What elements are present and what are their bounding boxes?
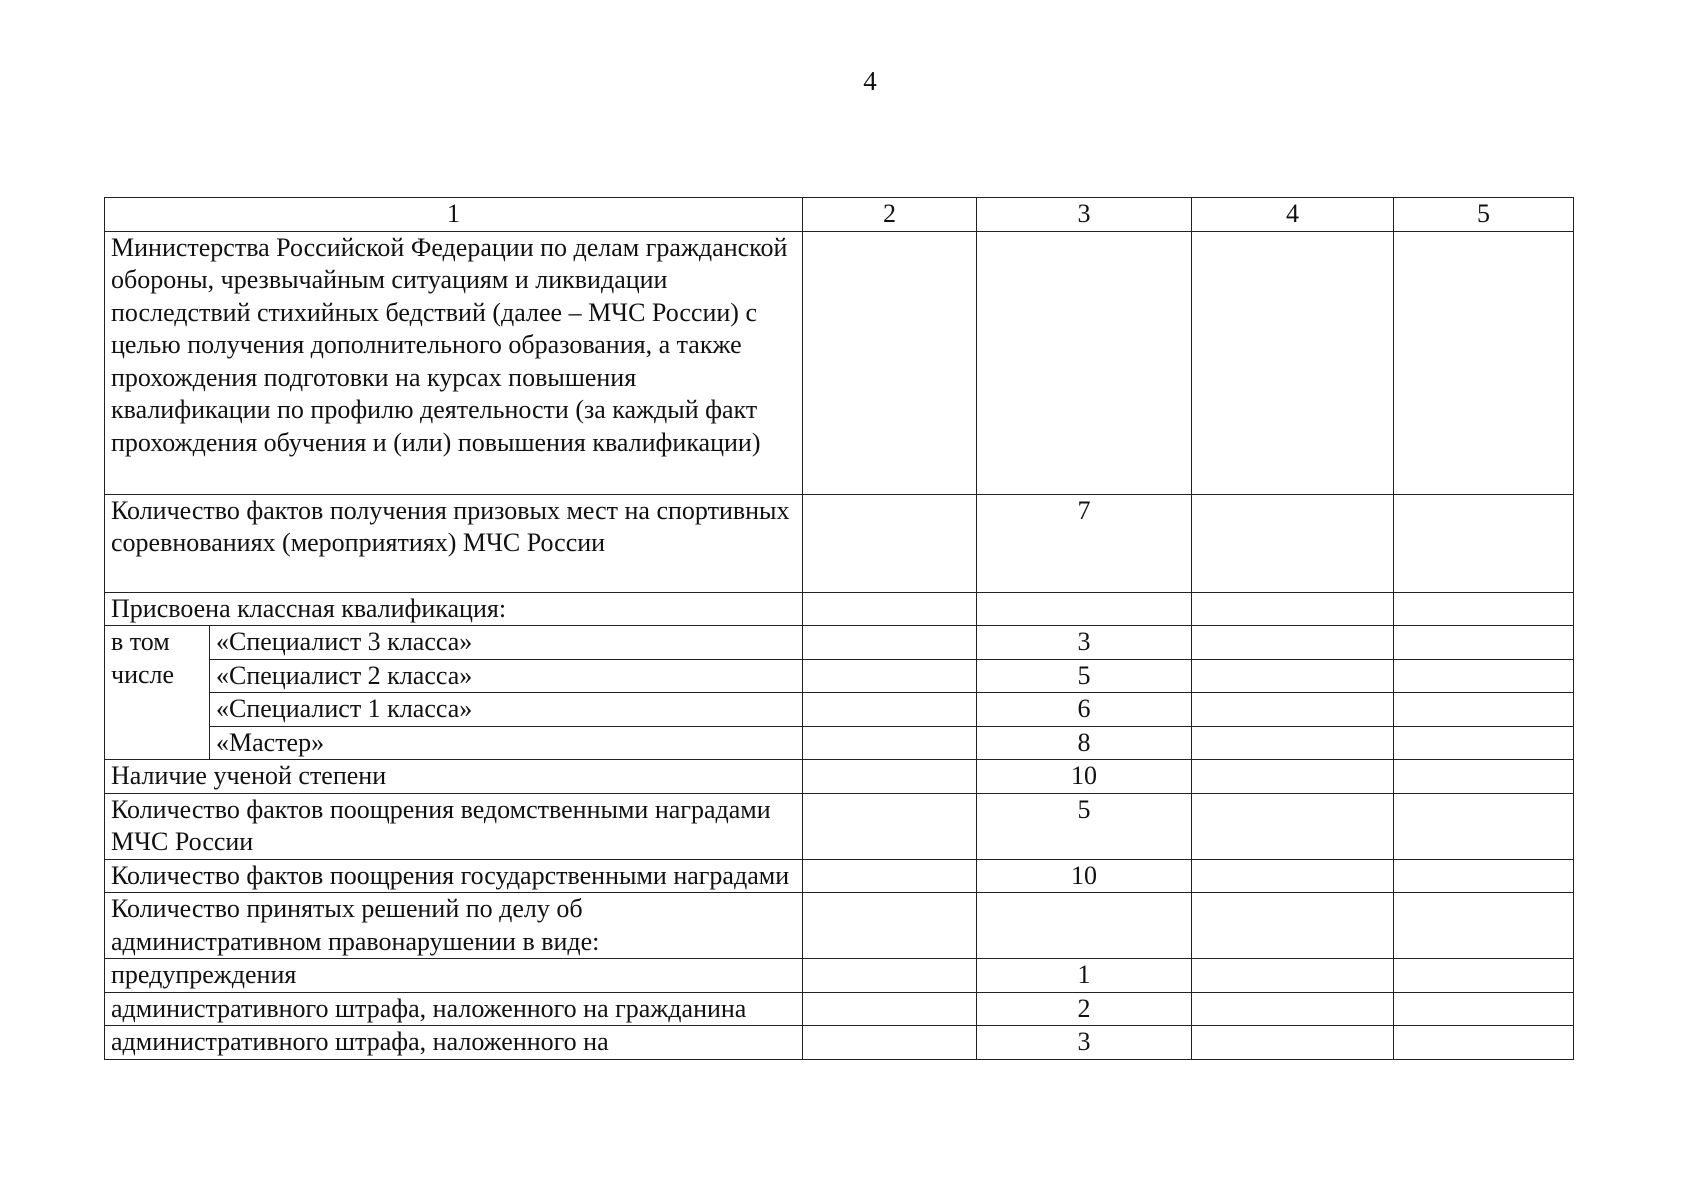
criteria-table [104,197,1574,1060]
row-col-5 [1394,1026,1574,1060]
row-col-4 [1192,659,1394,693]
row-col-4 [1192,494,1394,592]
row-col-5 [1394,726,1574,760]
table-row [105,494,1574,592]
row-col-5 [1394,793,1574,859]
header-col-4: 4 [1192,198,1394,232]
row-col-2 [803,1026,977,1060]
table-row [105,693,1574,727]
row-col-4 [1192,760,1394,794]
row-label: предупреждения [105,959,803,993]
row-col-4 [1192,231,1394,494]
row-col-5 [1394,893,1574,959]
table-row [105,626,1574,660]
header-col-1: 1 [105,198,803,232]
row-points: 3 [977,1026,1192,1060]
row-col-2 [803,626,977,660]
row-label: «Специалист 2 класса» [210,659,803,693]
row-label: Количество фактов получения призовых мест на спортивных соревнованиях (мероприятиях) МЧС России [105,494,803,592]
row-points: 10 [977,859,1192,893]
table-row [105,231,1574,494]
table-row [105,592,1574,626]
row-col-2 [803,693,977,727]
row-col-5 [1394,992,1574,1026]
row-col-5 [1394,959,1574,993]
header-col-2: 2 [803,198,977,232]
row-col-2 [803,959,977,993]
page-number: 4 [863,66,877,96]
row-col-5 [1394,231,1574,494]
row-col-4 [1192,1026,1394,1060]
row-col-5 [1394,494,1574,592]
row-points: 5 [977,793,1192,859]
row-points: 10 [977,760,1192,794]
row-col-2 [803,231,977,494]
table-row [105,959,1574,993]
row-label: Количество фактов поощрения государственными наградами [105,859,803,893]
row-col-2 [803,859,977,893]
row-points: 3 [977,626,1192,660]
table-row [105,760,1574,794]
row-col-5 [1394,693,1574,727]
row-col-5 [1394,592,1574,626]
row-col-4 [1192,592,1394,626]
table-row [105,659,1574,693]
row-points: 5 [977,659,1192,693]
row-points: 7 [977,494,1192,592]
row-col-2 [803,494,977,592]
row-points [977,893,1192,959]
row-col-2 [803,893,977,959]
row-label: Министерства Российской Федерации по делам гражданской обороны, чрезвычайным ситуациям и ликвидации последствий стихийных бедствий (далее – МЧС России) с целью получения дополнительного образования, а также прохождения подготовки на курсах повышения квалификации по профилю деятельности (за каждый факт прохождения обучения и (или) повышения квалификации) [105,231,803,494]
row-label: «Специалист 3 класса» [210,626,803,660]
row-label: Наличие ученой степени [105,760,803,794]
row-col-5 [1394,659,1574,693]
row-col-2 [803,659,977,693]
row-points [977,592,1192,626]
header-row [105,198,1574,232]
header-col-5: 5 [1394,198,1574,232]
row-label: административного штрафа, наложенного на гражданина [105,992,803,1026]
row-points [977,231,1192,494]
table-row [105,992,1574,1026]
row-col-5 [1394,626,1574,660]
header-col-3: 3 [977,198,1192,232]
row-col-5 [1394,859,1574,893]
row-col-4 [1192,959,1394,993]
row-col-4 [1192,893,1394,959]
row-col-4 [1192,793,1394,859]
row-label: Количество фактов поощрения ведомственными наградами МЧС России [105,793,803,859]
row-points: 1 [977,959,1192,993]
row-label: «Специалист 1 класса» [210,693,803,727]
table-row [105,859,1574,893]
table-row [105,793,1574,859]
row-label: Количество принятых решений по делу об административном правонарушении в виде: [105,893,803,959]
row-col-2 [803,592,977,626]
table-row [105,726,1574,760]
row-points: 8 [977,726,1192,760]
row-col-4 [1192,859,1394,893]
row-col-2 [803,726,977,760]
row-label: Присвоена классная квалификация: [105,592,803,626]
table-row [105,1026,1574,1060]
row-col-2 [803,793,977,859]
row-col-2 [803,760,977,794]
group-label: в том числе [105,626,210,760]
row-points: 6 [977,693,1192,727]
row-col-4 [1192,992,1394,1026]
row-label: «Мастер» [210,726,803,760]
row-points: 2 [977,992,1192,1026]
table-row [105,893,1574,959]
row-col-4 [1192,693,1394,727]
row-col-5 [1394,760,1574,794]
row-col-4 [1192,626,1394,660]
row-col-2 [803,992,977,1026]
row-label: административного штрафа, наложенного на [105,1026,803,1060]
row-col-4 [1192,726,1394,760]
